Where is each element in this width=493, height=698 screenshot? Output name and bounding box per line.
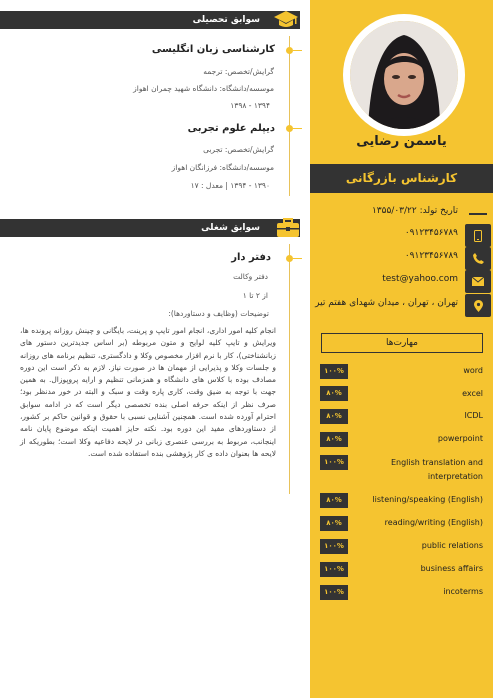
skill-item — [320, 493, 483, 508]
skill-name: excel — [462, 389, 483, 398]
skill-level: ۱۰۰% — [320, 539, 348, 554]
education-field: گرایش/تخصص: تجربی — [203, 145, 274, 154]
timeline-tick — [293, 50, 302, 51]
skill-name: incoterms — [443, 587, 483, 596]
graduation-cap-icon — [274, 9, 298, 31]
skill-name: ICDL — [464, 411, 483, 420]
skill-item — [320, 516, 483, 531]
skill-item — [320, 562, 483, 577]
skill-level: ۸۰% — [320, 516, 348, 531]
timeline-dot — [286, 255, 293, 262]
job-title: کارشناس بازرگانی — [310, 164, 493, 193]
envelope-icon — [465, 270, 491, 293]
profile-photo — [350, 21, 458, 129]
skill-level: ۱۰۰% — [320, 455, 348, 470]
timeline-dot — [286, 125, 293, 132]
skill-level: ۸۰% — [320, 493, 348, 508]
skill-level: ۸۰% — [320, 432, 348, 447]
skill-level: ۱۰۰% — [320, 364, 348, 379]
contact-email: test@yahoo.com — [310, 270, 493, 293]
skill-name: public relations — [421, 541, 483, 550]
work-timeline — [289, 244, 290, 494]
timeline-dot — [286, 47, 293, 54]
skill-level: ۸۰% — [320, 386, 348, 401]
skill-item — [320, 386, 483, 401]
calendar-icon — [465, 202, 491, 225]
skill-name: business affairs — [420, 564, 483, 573]
timeline-tick — [293, 128, 302, 129]
education-header — [0, 11, 300, 29]
skill-level: ۱۰۰% — [320, 562, 348, 577]
skill-item — [320, 455, 483, 485]
skill-item — [320, 432, 483, 447]
contact-birthdate: تاریخ تولد: ۱۳۵۵/۰۳/۲۲ — [310, 202, 493, 225]
contact-phone: ۰۹۱۲۳۴۵۶۷۸۹ — [310, 247, 493, 270]
skill-name: reading/writing (English) — [384, 518, 483, 527]
skill-level: ۱۰۰% — [320, 585, 348, 600]
education-title: سوابق تحصیلی — [192, 15, 260, 25]
contact-address: تهران ، تهران ، میدان شهدای هفتم تیر — [310, 294, 493, 317]
work-company: دفتر وکالت — [233, 272, 268, 281]
briefcase-icon — [276, 217, 300, 239]
education-years: ۱۳۹۴ - ۱۳۹۸ — [230, 101, 270, 110]
skill-name: powerpoint — [437, 434, 483, 443]
work-period: از ۲ تا ۱ — [242, 291, 268, 300]
skills-heading: مهارت‌ها — [321, 333, 483, 353]
skill-item — [320, 364, 483, 379]
skill-name: listening/speaking (English) — [372, 495, 483, 504]
skill-level: ۸۰% — [320, 409, 348, 424]
work-position: دفتر دار — [231, 252, 271, 263]
skill-item — [320, 409, 483, 424]
work-header — [0, 219, 300, 237]
work-description-label: توضیحات (وظایف و دستاوردها): — [168, 309, 269, 318]
contact-mobile: ۰۹۱۲۳۴۵۶۷۸۹ — [310, 224, 493, 247]
timeline-tick — [293, 258, 302, 259]
education-degree: کارشناسی زبان انگلیسی — [151, 44, 275, 55]
education-degree: دیپلم علوم تجربی — [187, 123, 275, 134]
education-field: گرایش/تخصص: ترجمه — [203, 67, 274, 76]
work-description: انجام کلیه امور اداری، انجام امور تایپ و پرینت، بایگانی و چینش روزانه پرونده ها، ویرایش و تایپ کلیه لوایح و متون مربوطه (بر اساس جدیدترین دستور های زبانشناختی)، کار با نرم افزار مخصوص وکلا و دادگستری، تنظیم برنامه های روزانه و جلسات وکلا و پذیرایی از مهمان ها در صورت نیاز. لازم به ذکر است این دوره مصادف بوده با کلاس های دانشگاه و همزمانی تنظیم و ارایه پروپوزال. به همین جهت با توجه به ضیق وقت، کاری پاره وقت و سبک و البته در خور مدنظر بود؛ صرف نظر از اینکه حرفه اصلی بنده تخصصی دیگر است که در ادامه سوابق احترام آورده شده است. همچنین آشنایی نسبی با حقوق و قوانین حاکم بر کشور، از دستاوردهای مفید این دوره بود. نکته حایز اهمیت اینکه موضوع پایان نامه اینجانب، مربوط به بررسی عنصری زبانی در لایحه دفاعیه وکلا است؛ بطوریکه از لایحه ها بعنوان داده ی کار پژوهشی بنده استفاده شده است. — [20, 326, 276, 458]
skill-name: word — [463, 366, 483, 375]
mobile-icon — [465, 224, 491, 247]
skill-item — [320, 539, 483, 554]
location-icon — [465, 294, 491, 317]
education-years: ۱۳۹۰ - ۱۳۹۴ | معدل : ۱۷ — [190, 181, 270, 190]
education-institution: موسسه/دانشگاه: دانشگاه شهید چمران اهواز — [133, 84, 274, 93]
education-institution: موسسه/دانشگاه: فرزانگان اهواز — [171, 163, 274, 172]
phone-icon — [465, 247, 491, 270]
skill-name: English translation and interpretation — [390, 458, 483, 481]
work-title: سوابق شغلی — [201, 223, 260, 233]
education-timeline — [289, 36, 290, 196]
skill-item — [320, 585, 483, 600]
person-name: یاسمن رضایی — [356, 134, 447, 149]
